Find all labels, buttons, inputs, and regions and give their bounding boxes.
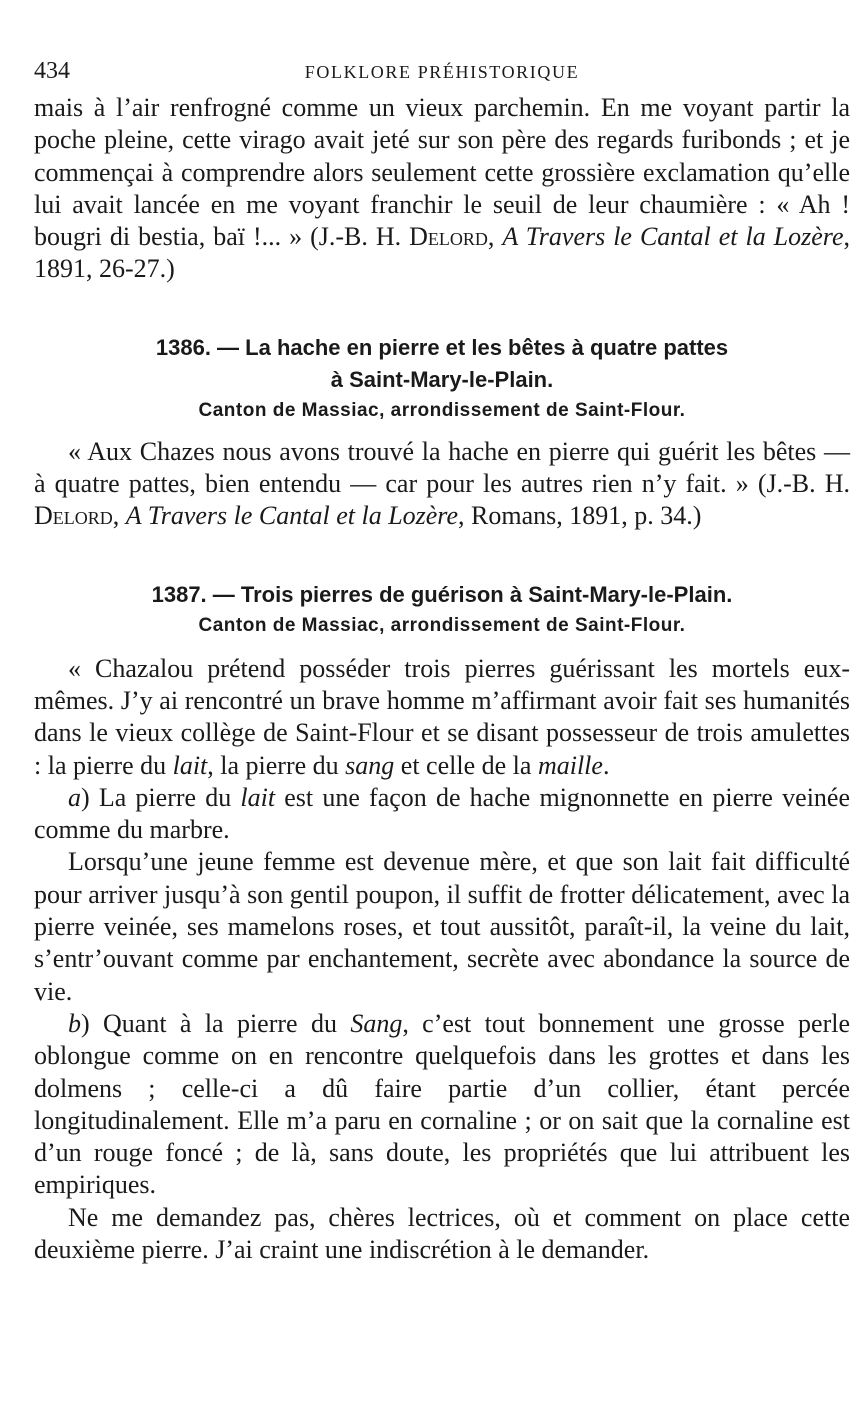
italic-term: maille <box>537 750 603 780</box>
citation-tail: , Romans, 1891, p. 34.) <box>458 501 702 531</box>
intro-paragraph <box>34 92 850 286</box>
page-number: 434 <box>34 58 70 84</box>
intro-text: mais à l’air renfrogné comme un vieux parchemin. En me voyant partir la poche pleine, cette virago avait jeté sur son père des regards furibonds ; et je commençai à comprendre alors seulement cette grossière exclamation qu’elle lui avait lancée en me voyant franchir le seuil de leur chaumière : « Ah ! bougri di bestia, baï !... » (J.-B. H. <box>34 93 850 252</box>
body-paragraph <box>34 653 850 782</box>
section-1386 <box>34 332 850 533</box>
item-label: b <box>68 1008 81 1038</box>
running-title: FOLKLORE PRÉHISTORIQUE <box>304 62 580 82</box>
italic-term: lait <box>240 782 276 812</box>
italic-term: Sang <box>350 1008 403 1038</box>
section-subheading: Canton de Massiac, arrondissement de Saint-Flour. <box>198 399 686 421</box>
section-heading-line: à Saint-Mary-le-Plain. <box>330 366 554 392</box>
body-paragraph: Ne me demandez pas, chères lectrices, où et comment on place cette deuxième pierre. J’ai craint une indiscrétion à le demander. <box>34 1202 850 1265</box>
paragraph-text: , la pierre du <box>207 750 346 780</box>
section-heading-line: 1387. — Trois pierres de guérison à Saint-Mary-le-Plain. <box>151 581 733 607</box>
body-paragraph: Lorsqu’une jeune femme est devenue mère, et que son lait fait difficulté pour arriver jusqu’à son gentil poupon, il suffit de frotter délicatement, avec la pierre veinée, ses mamelons roses, et tout aussitôt, paraît-il, la veine du lait, s’entr’ouvant comme par enchantement, secrète avec abondance la source de vie. <box>34 847 850 1006</box>
section-heading <box>34 332 850 396</box>
citation-tail: , 1891, 26-27.) <box>34 222 850 284</box>
item-label: a <box>68 782 81 812</box>
paragraph-text: . <box>602 750 610 780</box>
work-title: A Travers le Cantal et la Lozère <box>502 222 844 252</box>
section-heading <box>34 579 850 611</box>
paragraph-text: est une façon de hache mignonnette en pierre veinée comme du marbre. <box>34 782 850 845</box>
paragraph-text: « Chazalou prétend posséder trois pierres guérissant les mortels eux-mêmes. J’y ai rencontré un brave homme m’affirmant avoir fait ses humanités dans le vieux collège de Saint-Flour et se disant possesseur de trois amulettes : la pierre du <box>34 653 850 780</box>
paragraph-text: et celle de la <box>394 750 538 780</box>
separator: , <box>112 501 126 531</box>
italic-term: sang <box>345 750 395 780</box>
book-page <box>34 58 850 1266</box>
running-header <box>34 58 850 92</box>
paragraph-text: , c’est tout bonnement une grosse perle oblongue comme on en rencontre quelquefois dans les grottes et dans les dolmens ; celle-ci a dû faire partie d’un collier, étant percée longitudinalement. Elle m’a paru en cornaline ; or on sait que la cornaline est d’un rouge foncé ; de là, sans doute, les propriétés que lui attribuent les empiriques. <box>34 1008 850 1200</box>
work-title: A Travers le Cantal et la Lozère <box>125 501 459 531</box>
body-paragraph <box>34 782 850 847</box>
section-subheading: Canton de Massiac, arrondissement de Saint-Flour. <box>198 614 686 636</box>
italic-term: lait <box>172 750 208 780</box>
paragraph-text: ) Quant à la pierre du <box>81 1008 351 1038</box>
body-paragraph <box>34 436 850 533</box>
author-name: Delord <box>34 501 113 531</box>
section-1387 <box>34 579 850 1267</box>
paragraph-text: ) La pierre du <box>81 782 241 812</box>
separator: , <box>487 222 503 252</box>
body-paragraph <box>34 1008 850 1202</box>
author-name: Delord <box>409 222 488 252</box>
paragraph-text: « Aux Chazes nous avons trouvé la hache en pierre qui guérit les bêtes — à quatre pattes, bien entendu — car pour les autres rien n’y fait. » (J.-B. H. <box>34 436 850 499</box>
section-heading-line: 1386. — La hache en pierre et les bêtes à quatre pattes <box>155 334 729 360</box>
